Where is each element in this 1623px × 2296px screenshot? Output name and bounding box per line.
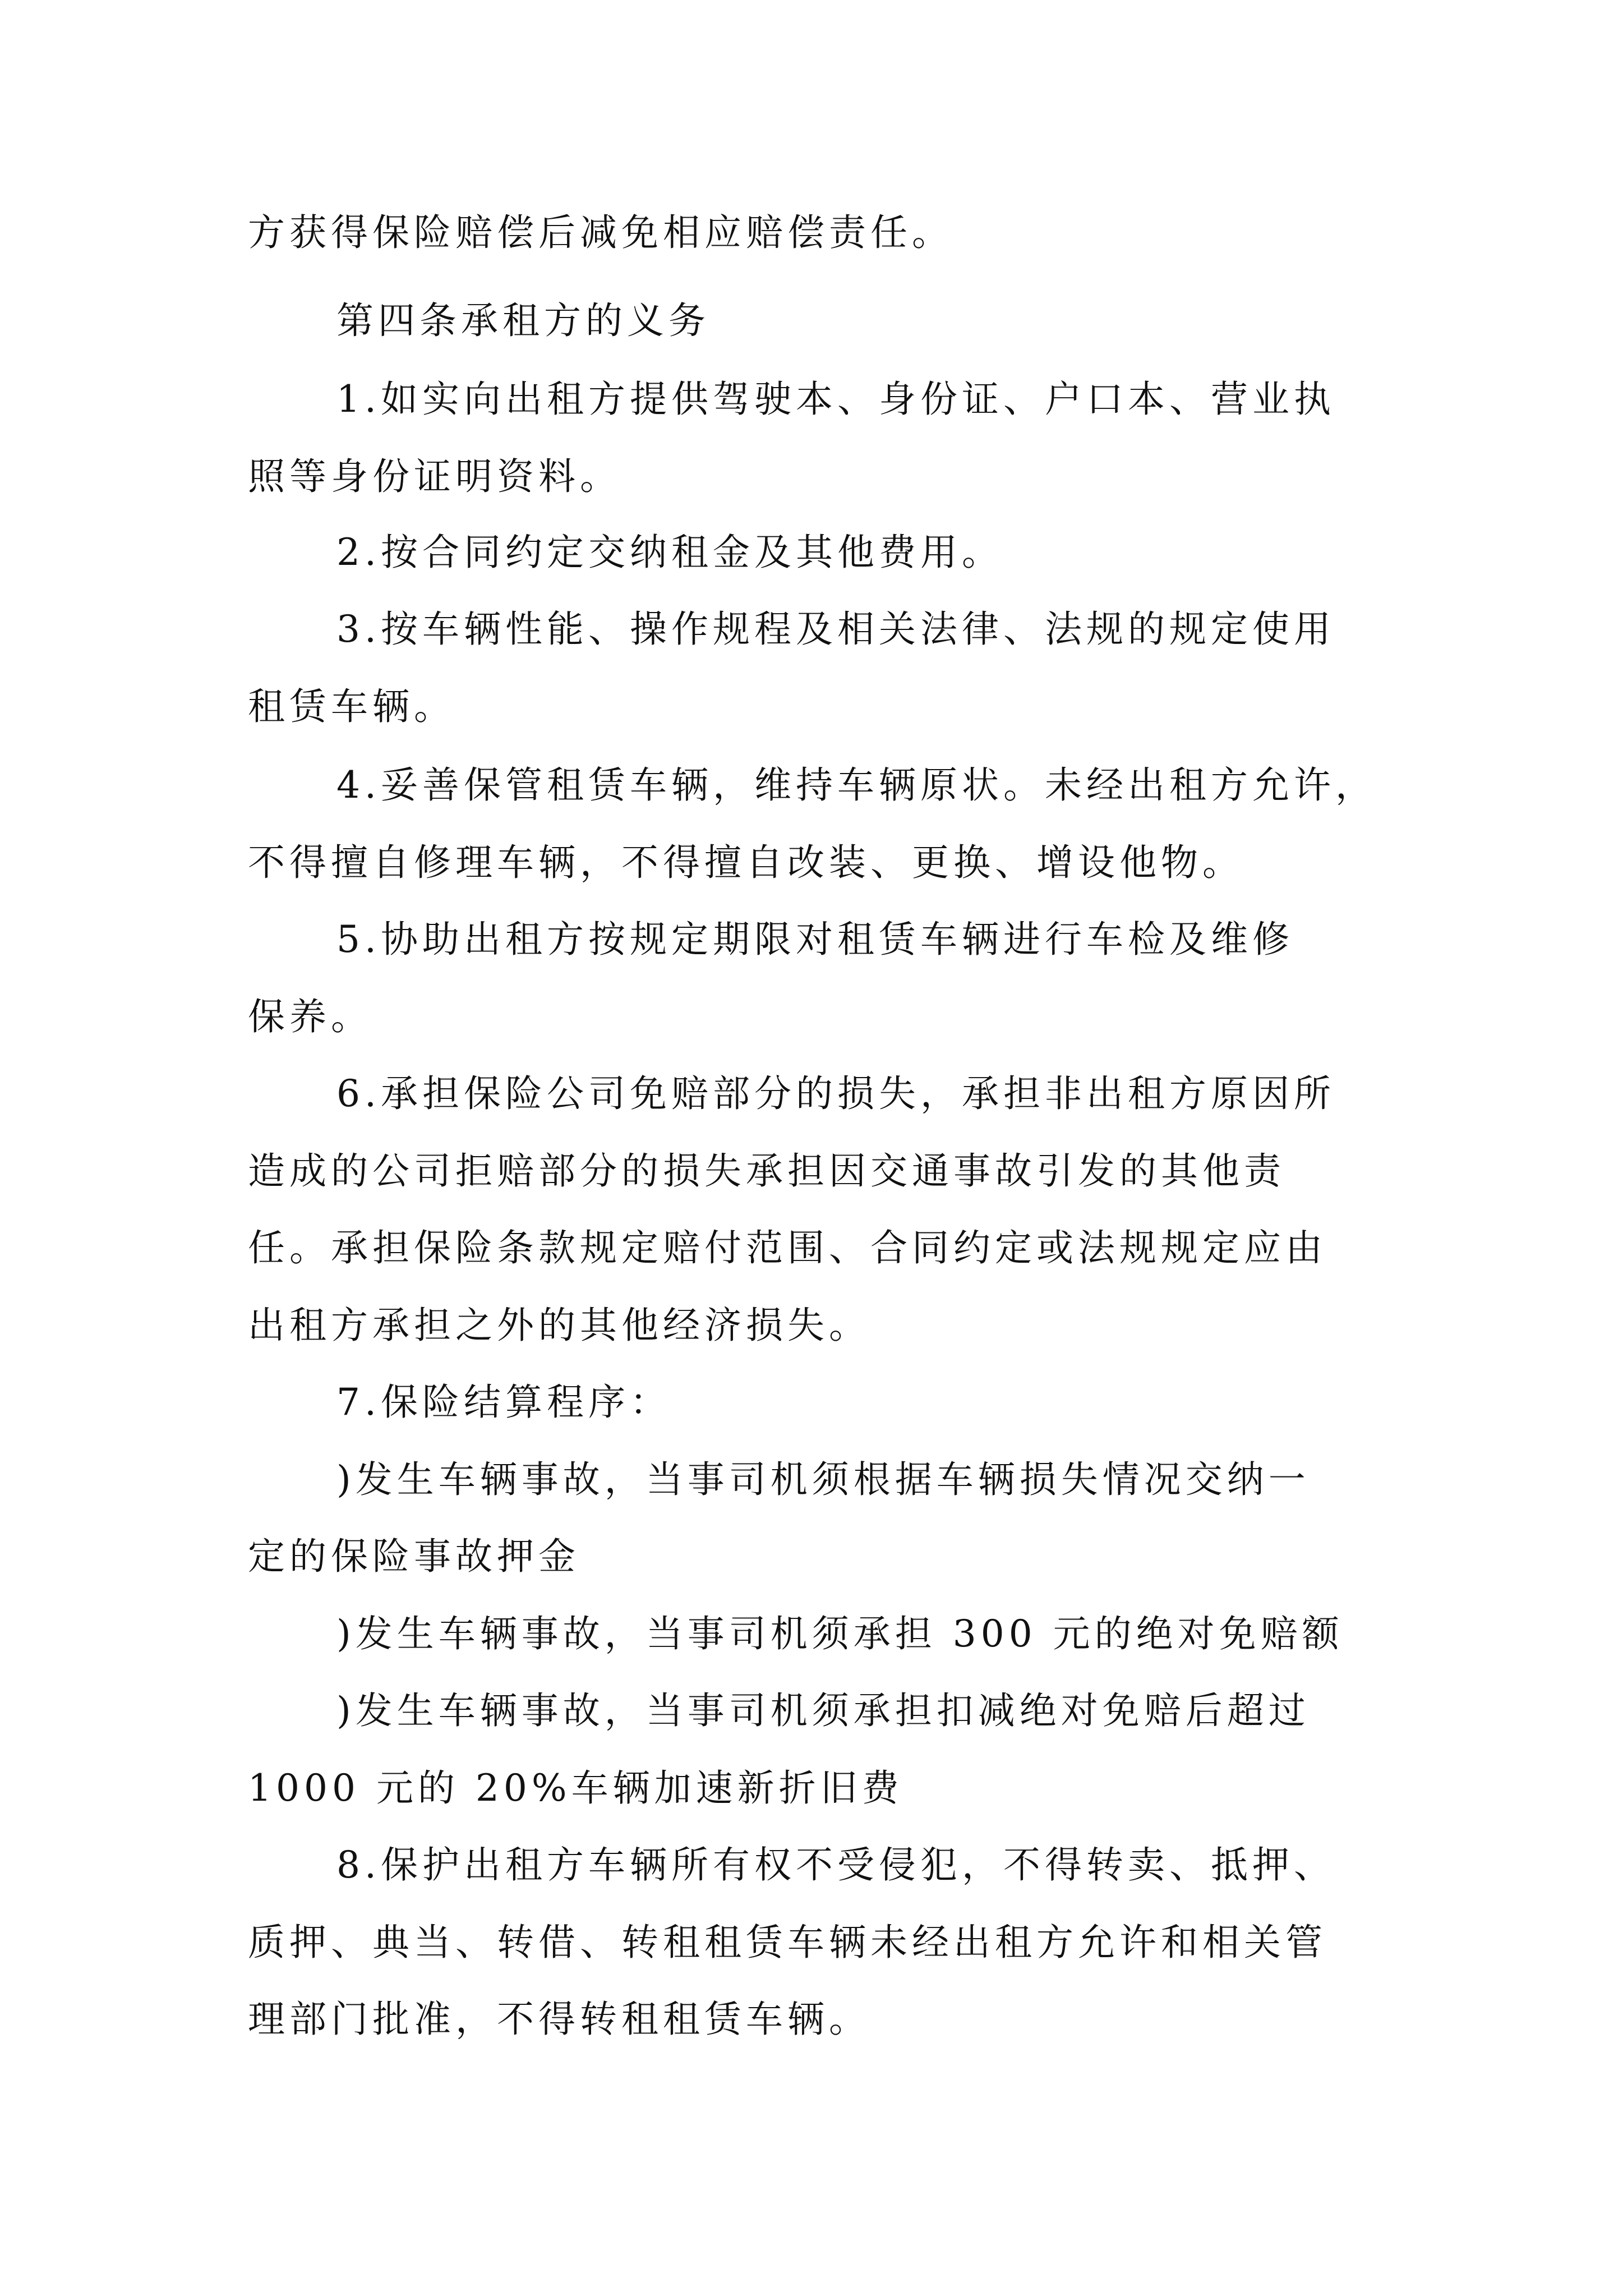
text-line: 8.保护出租方车辆所有权不受侵犯，不得转卖、抵押、 bbox=[336, 1843, 1335, 1887]
text-line: 6.承担保险公司免赔部分的损失，承担非出租方原因所 bbox=[336, 1072, 1335, 1115]
text-line: 1000 元的 20%车辆加速新折旧费 bbox=[248, 1766, 903, 1810]
text-line: 造成的公司拒赔部分的损失承担因交通事故引发的其他责 bbox=[248, 1149, 1285, 1193]
text-line: 保养。 bbox=[248, 995, 372, 1038]
text-line: 照等身份证明资料。 bbox=[248, 455, 621, 498]
text-line: 4.妥善保管租赁车辆，维持车辆原状。未经出租方允许， bbox=[336, 763, 1377, 807]
text-line: )发生车辆事故，当事司机须承担 300 元的绝对免赔额 bbox=[336, 1612, 1344, 1655]
text-line: 2.按合同约定交纳租金及其他费用。 bbox=[336, 531, 1003, 574]
text-line: )发生车辆事故，当事司机须根据车辆损失情况交纳一 bbox=[336, 1458, 1310, 1501]
article-heading: 第四条承租方的义务 bbox=[336, 299, 710, 342]
text-line: 定的保险事故押金 bbox=[248, 1535, 580, 1578]
text-line: 租赁车辆。 bbox=[248, 685, 455, 728]
text-line: )发生车辆事故，当事司机须承担扣减绝对免赔后超过 bbox=[336, 1689, 1310, 1732]
text-line: 3.按车辆性能、操作规程及相关法律、法规的规定使用 bbox=[336, 608, 1335, 651]
text-line: 方获得保险赔偿后减免相应赔偿责任。 bbox=[248, 211, 953, 254]
text-line: 不得擅自修理车辆，不得擅自改装、更换、增设他物。 bbox=[248, 841, 1244, 884]
text-line: 任。承担保险条款规定赔付范围、合同约定或法规规定应由 bbox=[248, 1226, 1327, 1269]
text-line: 5.协助出租方按规定期限对租赁车辆进行车检及维修 bbox=[336, 918, 1294, 961]
text-line: 理部门批准，不得转租租赁车辆。 bbox=[248, 1998, 870, 2041]
text-line: 出租方承担之外的其他经济损失。 bbox=[248, 1304, 870, 1347]
text-line: 1.如实向出租方提供驾驶本、身份证、户口本、营业执 bbox=[336, 378, 1335, 421]
text-line: 7.保险结算程序： bbox=[336, 1381, 671, 1424]
text-line: 质押、典当、转借、转租租赁车辆未经出租方允许和相关管 bbox=[248, 1921, 1327, 1964]
